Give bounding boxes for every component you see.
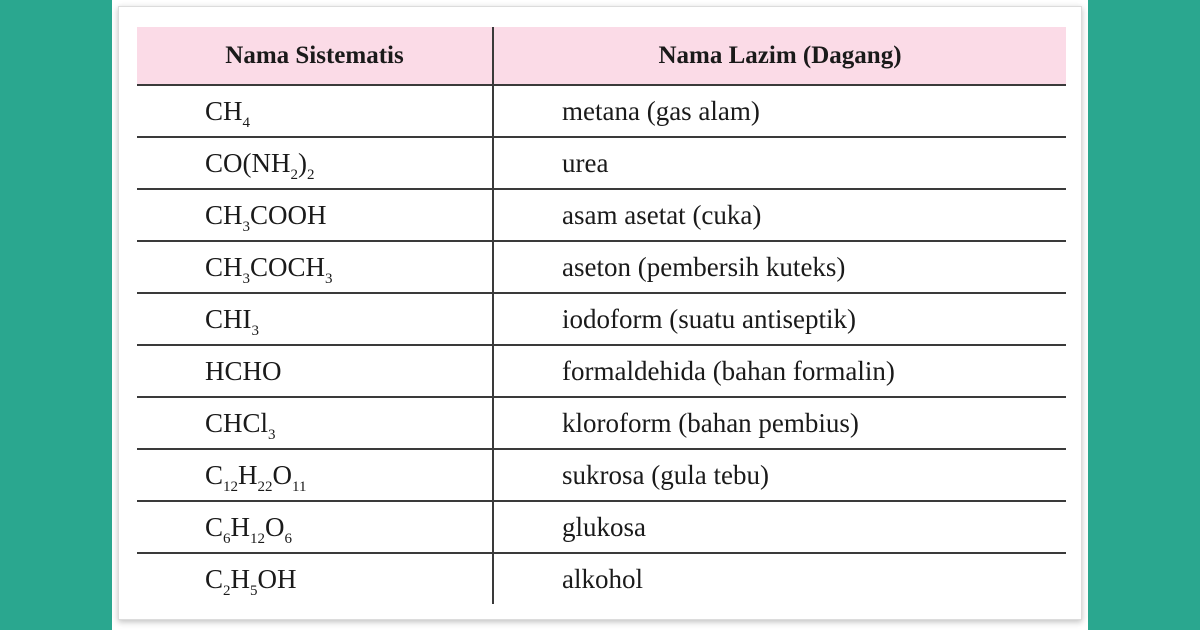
document-card [112,0,1088,630]
compound-names-table [137,27,1066,604]
formula-text: OH [257,563,297,594]
formula-text: O [272,459,293,490]
systematic-formula-cell [137,345,493,397]
formula-text: C [205,563,224,594]
formula-text: CHCl [205,407,269,438]
systematic-formula-cell [137,553,493,604]
table-row [137,345,1066,397]
common-name-cell: kloroform (bahan pembius) [493,397,1066,449]
formula-text: H [230,511,251,542]
formula-text: CHI [205,303,252,334]
formula-text: CH [205,95,243,126]
formula-text: CO(NH [205,147,291,178]
formula-subscript: 3 [268,426,276,443]
formula-text: ) [298,147,307,178]
common-name-cell: metana (gas alam) [493,85,1066,137]
formula-text: H [230,563,251,594]
formula-subscript: 2 [290,166,298,183]
formula-subscript: 2 [307,166,315,183]
systematic-formula-cell [137,137,493,189]
formula-text: O [265,511,285,542]
systematic-formula-cell [137,397,493,449]
formula-subscript: 12 [223,478,239,495]
systematic-formula-cell [137,241,493,293]
table-row [137,241,1066,293]
common-name-cell: alkohol [562,563,643,594]
formula-subscript: 3 [325,270,333,287]
common-name-cell: glukosa [493,501,1066,553]
common-name-cell: aseton (pembersih kuteks) [493,241,1066,293]
formula-subscript: 6 [223,530,231,547]
formula-subscript: 6 [284,530,293,547]
formula-text: CH [205,251,243,282]
formula-text: COCH [250,251,326,282]
systematic-formula-cell [137,189,493,241]
common-name-cell: iodoform (suatu antiseptik) [493,293,1066,345]
formula-subscript: 4 [242,114,251,131]
formula-text: C [205,459,224,490]
formula-subscript: 3 [242,270,251,287]
table-row [137,189,1066,241]
formula-subscript: 2 [223,582,231,599]
systematic-formula-cell [137,449,493,501]
common-name-cell: asam asetat (cuka) [493,189,1066,241]
formula-text: COOH [250,199,327,230]
header-common-name: Nama Lazim (Dagang) [493,27,1066,85]
table-row [137,449,1066,501]
formula-subscript: 5 [250,582,258,599]
systematic-formula-cell [137,501,493,553]
formula-text: H [238,459,258,490]
formula-text: HCHO [205,355,282,386]
table-row [137,85,1066,137]
formula-text: CH [205,199,243,230]
common-name-cell: sukrosa (gula tebu) [493,449,1066,501]
table-row [137,137,1066,189]
systematic-formula-cell [137,293,493,345]
formula-subscript: 22 [257,478,273,495]
table-row [137,293,1066,345]
common-name-cell: formaldehida (bahan formalin) [493,345,1066,397]
table-row [137,553,1066,604]
table-row [137,397,1066,449]
header-systematic-name: Nama Sistematis [137,27,493,85]
table-frame [118,6,1082,620]
formula-subscript: 3 [242,218,251,235]
common-name-cell: urea [493,137,1066,189]
formula-subscript: 12 [250,530,266,547]
table-header-row [137,27,1066,85]
table-row [137,501,1066,553]
formula-subscript: 3 [251,322,259,339]
systematic-formula-cell [137,85,493,137]
formula-subscript: 11 [292,478,307,495]
formula-text: C [205,511,224,542]
